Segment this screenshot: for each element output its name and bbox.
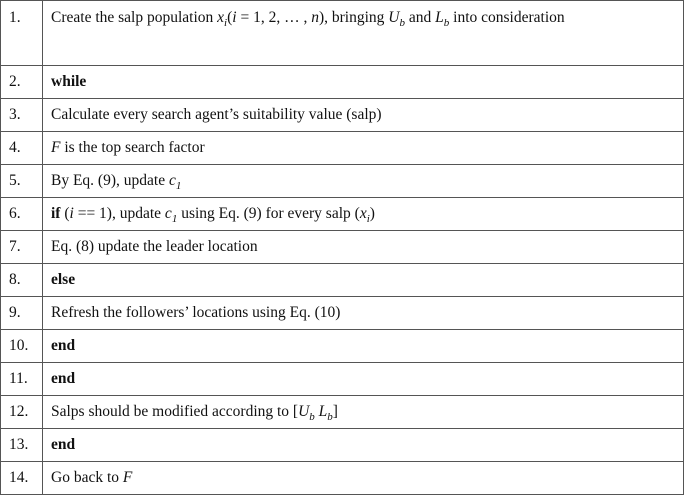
subscript: b <box>309 411 315 424</box>
math-symbol: L <box>435 9 444 26</box>
text-fragment: is the top search factor <box>60 139 205 156</box>
step-number: 13. <box>1 429 43 462</box>
step-number: 10. <box>1 330 43 363</box>
text-fragment: , bringing <box>324 9 389 26</box>
table-row <box>1 99 684 132</box>
step-text <box>43 231 684 264</box>
subscript: 1 <box>175 180 182 193</box>
step-number: 12. <box>1 396 43 429</box>
table-row <box>1 297 684 330</box>
step-text <box>43 462 684 495</box>
step-text <box>43 297 684 330</box>
step-text <box>43 264 684 297</box>
math-symbol: x <box>359 205 367 222</box>
text-fragment: ( <box>60 205 70 222</box>
text-fragment: Calculate every search agent’s suitability value (salp) <box>51 106 382 123</box>
math-symbol: n <box>311 9 319 26</box>
table-row <box>1 396 684 429</box>
table-row <box>1 1 684 66</box>
math-symbol: x <box>217 9 225 26</box>
table-row <box>1 66 684 99</box>
text-fragment: Create the salp population <box>51 9 218 26</box>
keyword: if <box>51 205 61 222</box>
math-symbol: F <box>122 469 133 486</box>
table-row <box>1 462 684 495</box>
text-fragment: and <box>405 9 436 26</box>
text-fragment: using Eq. (9) for every salp ( <box>177 205 360 222</box>
subscript: i <box>366 213 370 226</box>
text-fragment: Go back to <box>51 469 123 486</box>
table-row <box>1 132 684 165</box>
step-text <box>43 66 684 99</box>
text-fragment: = 1, 2, … , <box>236 9 312 26</box>
table-row <box>1 231 684 264</box>
table-row <box>1 198 684 231</box>
step-text <box>43 429 684 462</box>
step-number: 6. <box>1 198 43 231</box>
algorithm-table-body <box>1 1 684 495</box>
step-number: 8. <box>1 264 43 297</box>
subscript: i <box>224 17 228 30</box>
text-fragment: ) <box>318 9 325 26</box>
step-text <box>43 1 684 66</box>
step-text <box>43 396 684 429</box>
step-text <box>43 198 684 231</box>
text-fragment: ] <box>332 403 338 420</box>
table-row <box>1 165 684 198</box>
keyword: end <box>51 436 76 453</box>
table-row <box>1 363 684 396</box>
step-number: 9. <box>1 297 43 330</box>
text-fragment: By Eq. (9), update <box>51 172 169 189</box>
keyword: while <box>51 73 87 90</box>
math-symbol: i <box>232 9 237 26</box>
subscript: b <box>327 411 333 424</box>
step-number: 7. <box>1 231 43 264</box>
text-fragment: Salps should be modified according to [ <box>51 403 299 420</box>
math-symbol: U <box>298 403 310 420</box>
step-number: 14. <box>1 462 43 495</box>
subscript: b <box>443 17 450 30</box>
text-fragment: Refresh the followers’ locations using Eq. (10) <box>51 304 341 321</box>
step-number: 4. <box>1 132 43 165</box>
math-symbol: i <box>69 205 74 222</box>
text-fragment: ( <box>227 9 233 26</box>
step-number: 11. <box>1 363 43 396</box>
text-fragment: ) <box>369 205 375 222</box>
text-fragment: into consideration <box>449 9 565 26</box>
step-number: 3. <box>1 99 43 132</box>
step-number: 2. <box>1 66 43 99</box>
step-text <box>43 330 684 363</box>
keyword: end <box>51 337 76 354</box>
table-row <box>1 330 684 363</box>
keyword: end <box>51 370 76 387</box>
subscript: 1 <box>171 213 178 226</box>
step-text <box>43 132 684 165</box>
table-row <box>1 429 684 462</box>
step-text <box>43 363 684 396</box>
math-symbol: F <box>51 139 61 156</box>
math-symbol: U <box>388 9 400 26</box>
step-number: 5. <box>1 165 43 198</box>
math-symbol: L <box>318 403 328 420</box>
text-fragment: == 1), update <box>73 205 165 222</box>
text-fragment: Eq. (8) update the leader location <box>51 238 258 255</box>
math-symbol: c <box>168 172 176 189</box>
table-row <box>1 264 684 297</box>
subscript: b <box>399 17 405 30</box>
step-text <box>43 99 684 132</box>
step-text <box>43 165 684 198</box>
math-symbol: c <box>164 205 172 222</box>
keyword: else <box>51 271 76 288</box>
step-number: 1. <box>1 1 43 66</box>
